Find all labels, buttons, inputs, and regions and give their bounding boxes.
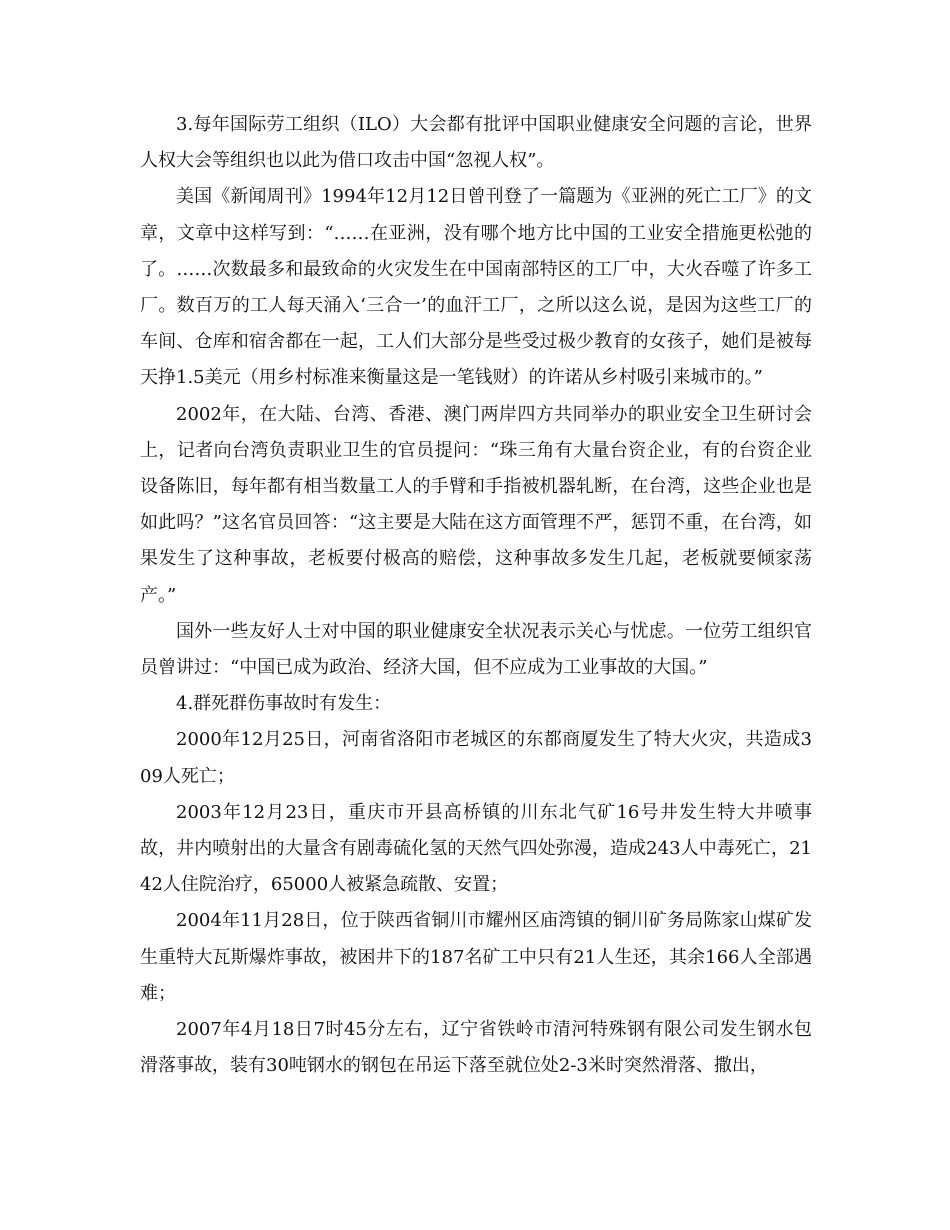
paragraph-ilo-criticism: 3.每年国际劳工组织（ILO）大会都有批评中国职业健康安全问题的言论，世界人权大会等组织也以此为借口攻击中国“忽视人权”。 <box>140 114 812 172</box>
paragraph-foreign-concern: 国外一些友好人士对中国的职业健康安全状况表示关心与忧虑。一位劳工组织官员曾讲过：“中国已成为政治、经济大国，但不应成为工业事故的大国。” <box>140 620 812 679</box>
paragraph-heading-accidents: 4.群死群伤事故时有发生： <box>176 693 392 715</box>
paragraph-2004-explosion: 2004年11月28日，位于陕西省铜川市耀州区庙湾镇的铜川矿务局陈家山煤矿发生重特大瓦斯爆炸事故，被困井下的187名矿工中只有21人生还，其余166人全部遇难； <box>140 910 812 1004</box>
document-body <box>140 107 812 1084</box>
paragraph-2002-seminar: 2002年，在大陆、台湾、香港、澳门两岸四方共同举办的职业安全卫生研讨会上，记者向台湾负责职业卫生的官员提问：“珠三角有大量台资企业，有的台资企业设备陈旧，每年都有相当数量工人的手臂和手指被机器轧断，在台湾，这些企业也是如此吗？”这名官员回答：“这主要是大陆在这方面管理不严，惩罚不重，在台湾，如果发生了这种事故，老板要付极高的赔偿，这种事故多发生几起，老板就要倾家荡产。” <box>140 403 812 606</box>
paragraph-2007-steel-accident: 2007年4月18日7时45分左右，辽宁省铁岭市清河特殊钢有限公司发生钢水包滑落事故，装有30吨钢水的钢包在吊运下落至就位处2-3米时突然滑落、撒出， <box>140 1019 812 1077</box>
paragraph-2000-fire: 2000年12月25日，河南省洛阳市老城区的东都商厦发生了特大火灾，共造成309人死亡； <box>140 729 812 787</box>
paragraph-2003-blowout: 2003年12月23日，重庆市开县高桥镇的川东北气矿16号井发生特大井喷事故，井内喷射出的大量含有剧毒硫化氢的天然气四处弥漫，造成243人中毒死亡，2142人住院治疗，65000人被紧急疏散、安置； <box>140 801 812 896</box>
paragraph-newsweek-article: 美国《新闻周刊》1994年12月12日曾刊登了一篇题为《亚洲的死亡工厂》的文章，文章中这样写到：“……在亚洲，没有哪个地方比中国的工业安全措施更松弛的了。……次数最多和最致命的火灾发生在中国南部特区的工厂中，大火吞噬了许多工厂。数百万的工人每天涌入‘三合一’的血汗工厂，之所以这么说，是因为这些工厂的车间、仓库和宿舍都在一起，工人们大部分是些受过极少教育的女孩子，她们是被每天挣1.5美元（用乡村标准来衡量这是一笔钱财）的许诺从乡村吸引来城市的。” <box>140 186 812 389</box>
